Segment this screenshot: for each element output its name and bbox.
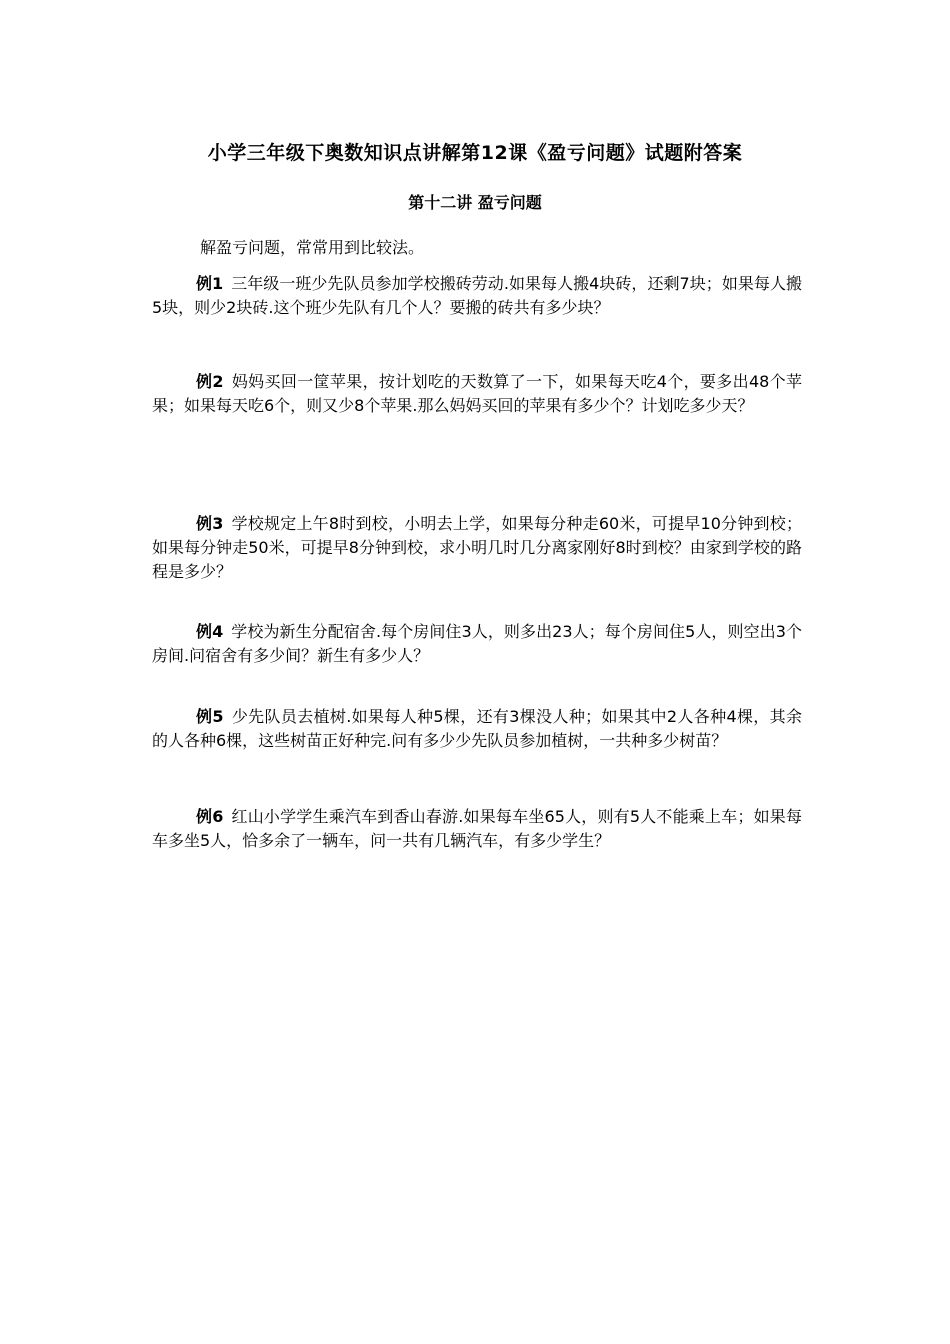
example-label: 例5 bbox=[196, 707, 224, 726]
lesson-title: 第十二讲 盈亏问题 bbox=[408, 193, 542, 212]
example-label: 例1 bbox=[196, 274, 224, 293]
example-label: 例6 bbox=[196, 807, 224, 826]
example-1 bbox=[152, 272, 802, 320]
example-text: 少先队员去植树.如果每人种5棵，还有3棵没人种；如果其中2人各种4棵，其余的人各种6棵，这些树苗正好种完.问有多少少先队员参加植树，一共种多少树苗？ bbox=[152, 707, 802, 750]
example-label: 例3 bbox=[196, 514, 224, 533]
example-2 bbox=[152, 370, 802, 418]
example-label: 例2 bbox=[196, 372, 224, 391]
example-3 bbox=[152, 512, 802, 584]
example-label: 例4 bbox=[196, 622, 224, 641]
example-5 bbox=[152, 705, 802, 753]
example-text: 学校为新生分配宿舍.每个房间住3人，则多出23人；每个房间住5人，则空出3个房间.问宿舍有多少间？新生有多少人？ bbox=[152, 622, 802, 665]
document-title: 小学三年级下奥数知识点讲解第12课《盈亏问题》试题附答案 bbox=[207, 142, 743, 164]
example-6 bbox=[152, 805, 802, 853]
example-text: 学校规定上午8时到校，小明去上学，如果每分种走60米，可提早10分钟到校；如果每分钟走50米，可提早8分钟到校，求小明几时几分离家刚好8时到校？由家到学校的路程是多少？ bbox=[152, 514, 802, 581]
example-text: 妈妈买回一筐苹果，按计划吃的天数算了一下，如果每天吃4个，要多出48个苹果；如果每天吃6个，则又少8个苹果.那么妈妈买回的苹果有多少个？计划吃多少天？ bbox=[152, 372, 802, 415]
example-text: 红山小学学生乘汽车到香山春游.如果每车坐65人，则有5人不能乘上车；如果每车多坐5人，恰多余了一辆车，问一共有几辆汽车，有多少学生？ bbox=[152, 807, 802, 850]
example-4 bbox=[152, 620, 802, 668]
example-text: 三年级一班少先队员参加学校搬砖劳动.如果每人搬4块砖，还剩7块；如果每人搬5块，则少2块砖.这个班少先队有几个人？要搬的砖共有多少块？ bbox=[152, 274, 802, 317]
intro-text: 解盈亏问题，常常用到比较法。 bbox=[200, 238, 425, 257]
